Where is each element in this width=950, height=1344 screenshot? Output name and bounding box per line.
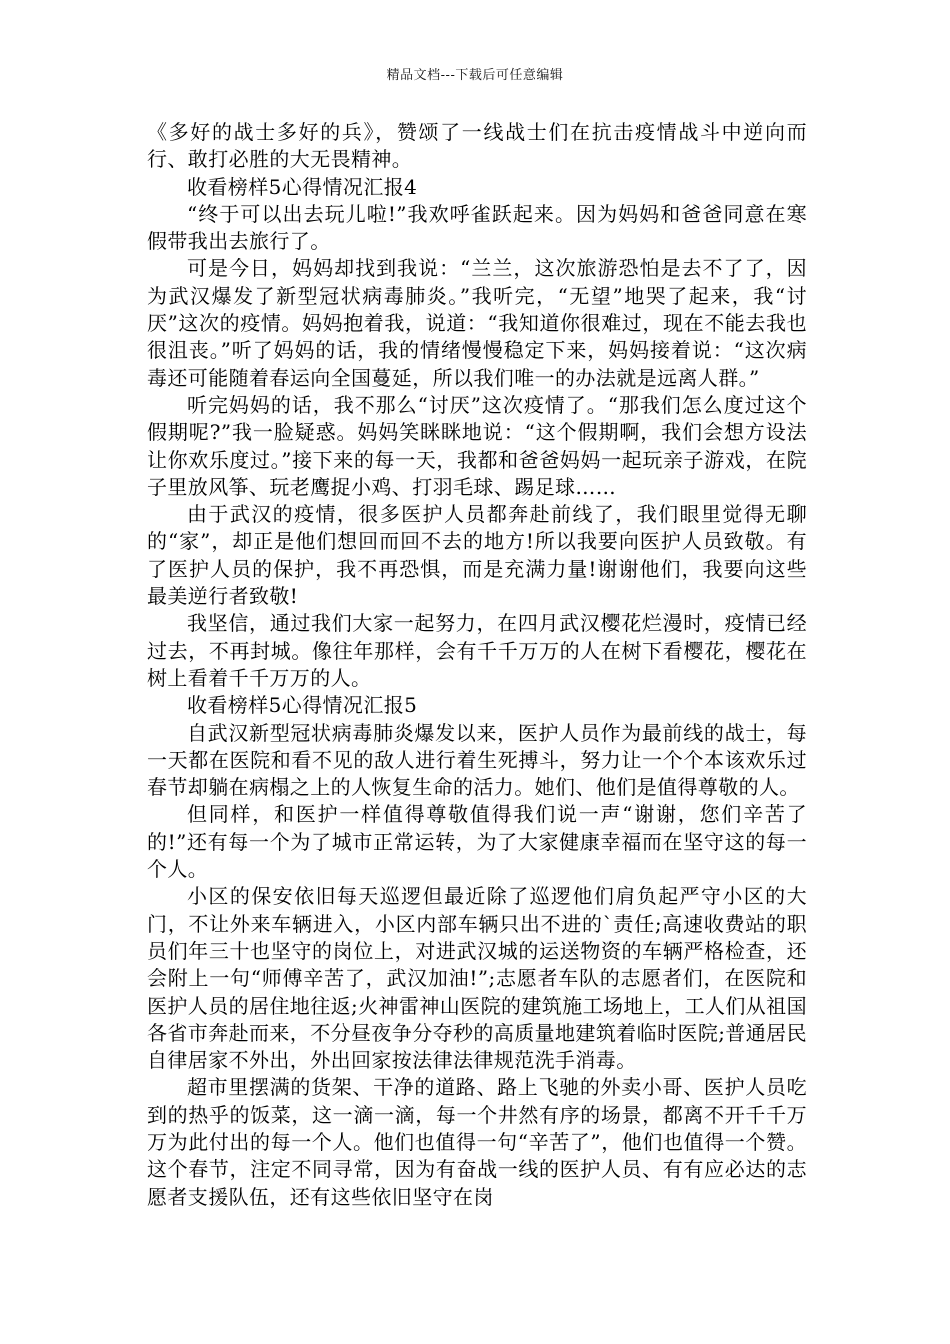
paragraph: 但同样，和医护一样值得尊敬值得我们说一声“谢谢，您们辛苦了的!”还有每一个为了城市正常运转，为了大家健康幸福而在坚守这的每一个人。 xyxy=(147,802,807,882)
paragraph: 我坚信，通过我们大家一起努力，在四月武汉樱花烂漫时，疫情已经过去，不再封城。像往年那样，会有千千万万的人在树下看樱花，樱花在树上看着千千万万的人。 xyxy=(147,611,807,690)
paragraph: 听完妈妈的话，我不那么“讨厌”这次疫情了。“那我们怎么度过这个假期呢?”我一脸疑惑。妈妈笑眯眯地说：“这个假期啊，我们会想方设法让你欢乐度过。”接下来的每一天，我都和爸爸妈妈一起玩亲子游戏，在院子里放风筝、玩老鹰捉小鸡、打羽毛球、踢足球…… xyxy=(147,392,807,499)
paragraph: 超市里摆满的货架、干净的道路、路上飞驰的外卖小哥、医护人员吃到的热乎的饭菜，这一滴一滴，每一个井然有序的场景，都离不开千千万万为此付出的每一个人。他们也值得一句“辛苦了”，他们也值得一个赞。这个春节，注定不同寻常，因为有奋战一线的医护人员、有有应必达的志愿者支援队伍，还有这些依旧坚守在岗 xyxy=(147,1075,807,1209)
page-header: 精品文档---下载后可任意编辑 xyxy=(386,68,564,83)
paragraph: 自武汉新型冠状病毒肺炎爆发以来，医护人员作为最前线的战士，每一天都在医院和看不见的敌人进行着生死搏斗，努力让一个个本该欢乐过春节却躺在病榻之上的人恢复生命的活力。她们、他们是值得尊敬的人。 xyxy=(147,720,807,800)
paragraph: “终于可以出去玩儿啦!”我欢呼雀跃起来。因为妈妈和爸爸同意在寒假带我出去旅行了。 xyxy=(147,201,807,254)
paragraph: 由于武汉的疫情，很多医护人员都奔赴前线了，我们眼里觉得无聊的“家”，却正是他们想回而回不去的地方!所以我要向医护人员致敬。有了医护人员的保护，我不再恐惧，而是充满力量!谢谢他们，我要向这些最美逆行者致敬! xyxy=(147,502,807,609)
document-body xyxy=(147,119,807,1211)
paragraph: 可是今日，妈妈却找到我说：“兰兰，这次旅游恐怕是去不了了，因为武汉爆发了新型冠状病毒肺炎。”我听完，“无望”地哭了起来，我“讨厌”这次的疫情。妈妈抱着我，说道：“我知道你很难过，现在不能去我也很沮丧。”听了妈妈的话，我的情绪慢慢稳定下来，妈妈接着说：“这次病毒还可能随着春运向全国蔓延，所以我们唯一的办法就是远离人群。” xyxy=(147,256,807,390)
paragraph: 小区的保安依旧每天巡逻但最近除了巡逻他们肩负起严守小区的大门，不让外来车辆进入，小区内部车辆只出不进的`责任;高速收费站的职员们年三十也坚守的岗位上，对进武汉城的运送物资的车辆严格检查，还会附上一句“师傅辛苦了，武汉加油!”;志愿者车队的志愿者们，在医院和医护人员的居住地往返;火神雷神山医院的建筑施工场地上，工人们从祖国各省市奔赴而来，不分昼夜争分夺秒的高质量地建筑着临时医院;普通居民自律居家不外出，外出回家按法律法律规范洗手消毒。 xyxy=(147,884,807,1073)
section-heading: 收看榜样5心得情况汇报4 xyxy=(187,174,418,199)
section-heading: 收看榜样5心得情况汇报5 xyxy=(187,693,418,718)
paragraph: 《多好的战士多好的兵》，赞颂了一线战士们在抗击疫情战斗中逆向而行、敢打必胜的大无畏精神。 xyxy=(147,120,807,172)
